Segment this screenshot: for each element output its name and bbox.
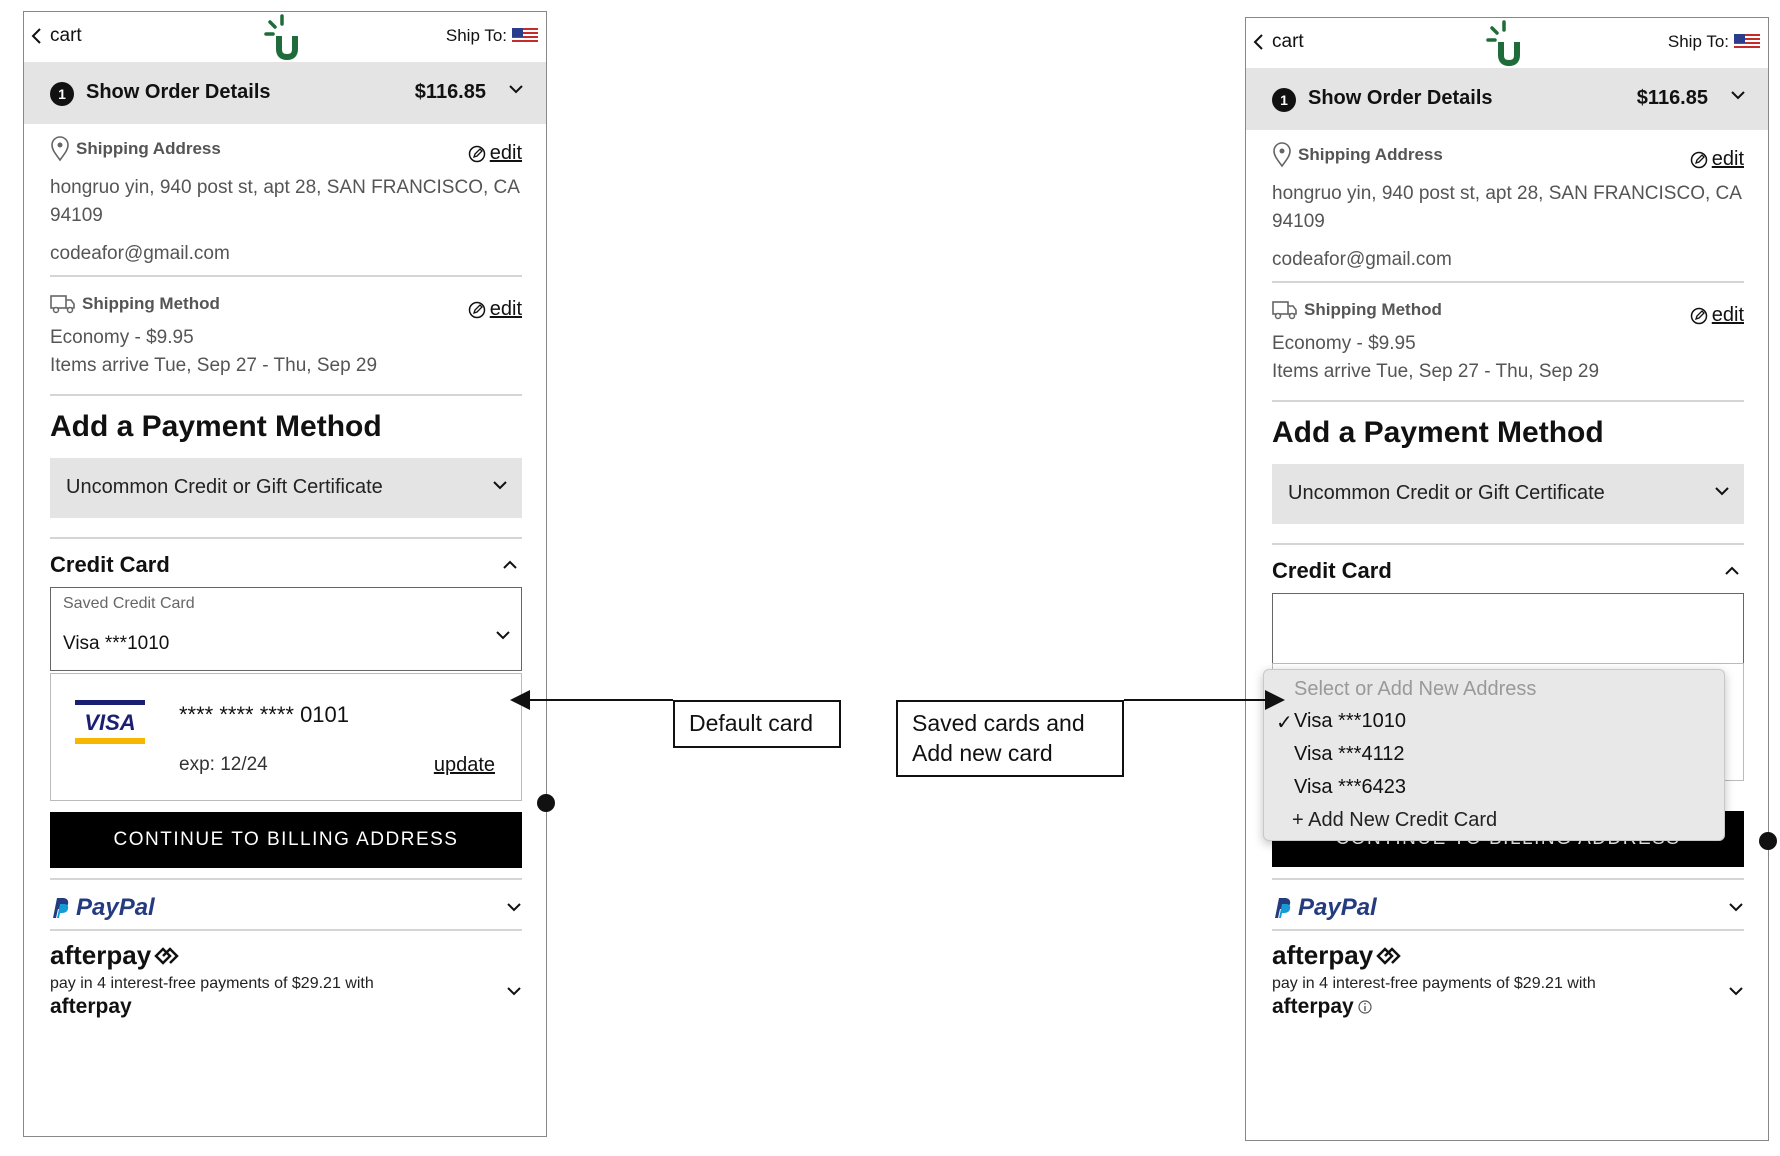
ship-to-label: Ship To: bbox=[445, 26, 507, 45]
card-number: **** **** **** 0101 bbox=[179, 702, 350, 727]
cart-label: cart bbox=[1272, 31, 1304, 52]
shipping-method-title-text: Shipping Method bbox=[1304, 300, 1442, 319]
shipping-address-text: hongruo yin, 940 post st, apt 28, SAN FRANCISCO, CA 94109 bbox=[50, 177, 519, 226]
shipping-method-title-text: Shipping Method bbox=[82, 294, 220, 313]
order-details-label: Show Order Details bbox=[1308, 87, 1493, 109]
saved-card-caption: Saved Credit Card bbox=[63, 595, 195, 612]
callout-saved-cards-line2: Add new card bbox=[912, 740, 1053, 766]
uncommon-credit-label: Uncommon Credit or Gift Certificate bbox=[66, 476, 383, 498]
arrival-dates: Items arrive Tue, Sep 27 - Thu, Sep 29 bbox=[1272, 361, 1600, 382]
update-card-link[interactable]: update bbox=[433, 754, 495, 776]
shipping-address-title-text: Shipping Address bbox=[1298, 145, 1443, 164]
edit-label: edit bbox=[1711, 304, 1744, 326]
svg-text:VISA: VISA bbox=[84, 710, 136, 735]
order-details-label: Show Order Details bbox=[86, 81, 271, 103]
saved-card-value: Visa ***1010 bbox=[63, 633, 170, 654]
card-expiry: exp: 12/24 bbox=[179, 754, 268, 775]
checkmark-icon: ✓ bbox=[1276, 712, 1293, 734]
uncommon-credit-label: Uncommon Credit or Gift Certificate bbox=[1288, 482, 1605, 504]
credit-card-title: Credit Card bbox=[50, 552, 170, 577]
continue-to-billing-button[interactable]: CONTINUE TO BILLING ADDRESS bbox=[50, 812, 522, 868]
callout-default-card-text: Default card bbox=[689, 710, 814, 736]
cart-label: cart bbox=[50, 25, 82, 46]
payment-heading: Add a Payment Method bbox=[1272, 416, 1604, 449]
afterpay-note: pay in 4 interest-free payments of $29.21 with bbox=[50, 975, 374, 992]
afterpay-note: pay in 4 interest-free payments of $29.21 with bbox=[1272, 975, 1596, 992]
afterpay-small-label: afterpay bbox=[50, 995, 132, 1018]
arrival-dates: Items arrive Tue, Sep 27 - Thu, Sep 29 bbox=[50, 355, 378, 376]
shipping-method-text: Economy - $9.95 bbox=[50, 327, 194, 348]
edit-label: edit bbox=[1711, 148, 1744, 170]
callout-saved-cards-line1: Saved cards and bbox=[912, 710, 1085, 736]
afterpay-label: afterpay bbox=[50, 940, 152, 970]
item-count-badge: 1 bbox=[1272, 88, 1296, 112]
dropdown-option-visa-4112[interactable]: Visa ***4112 bbox=[1294, 743, 1405, 765]
dropdown-option-visa-6423[interactable]: Visa ***6423 bbox=[1294, 776, 1406, 798]
edit-label: edit bbox=[489, 298, 522, 320]
shipping-address-text: hongruo yin, 940 post st, apt 28, SAN FRANCISCO, CA 94109 bbox=[1272, 183, 1741, 232]
paypal-label: PayPal bbox=[76, 894, 155, 921]
dropdown-header: Select or Add New Address bbox=[1294, 678, 1537, 700]
edit-label: edit bbox=[489, 142, 522, 164]
item-count-badge: 1 bbox=[50, 82, 74, 106]
shipping-email: codeafor@gmail.com bbox=[50, 243, 230, 264]
payment-heading: Add a Payment Method bbox=[50, 410, 382, 443]
dropdown-option-visa-1010[interactable]: Visa ***1010 bbox=[1294, 710, 1406, 732]
order-total: $116.85 bbox=[414, 81, 486, 103]
ship-to-label: Ship To: bbox=[1667, 32, 1729, 51]
order-total: $116.85 bbox=[1636, 87, 1708, 109]
add-new-credit-card-option[interactable]: + Add New Credit Card bbox=[1292, 809, 1498, 831]
shipping-address-title-text: Shipping Address bbox=[76, 139, 221, 158]
afterpay-small-label: afterpay bbox=[1272, 995, 1354, 1018]
credit-card-title: Credit Card bbox=[1272, 558, 1392, 583]
shipping-method-text: Economy - $9.95 bbox=[1272, 333, 1416, 354]
paypal-label: PayPal bbox=[1298, 894, 1377, 921]
shipping-email: codeafor@gmail.com bbox=[1272, 249, 1452, 270]
afterpay-label: afterpay bbox=[1272, 940, 1374, 970]
